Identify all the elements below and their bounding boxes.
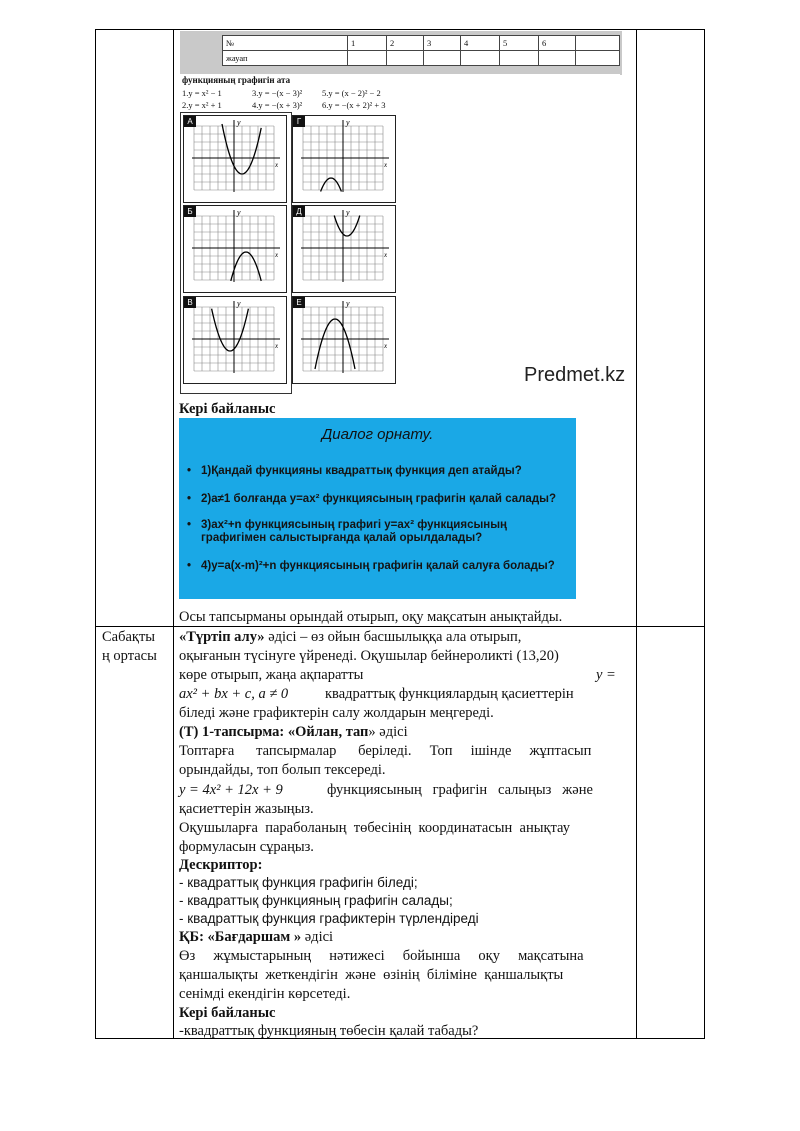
function-label: 3.y = −(x − 3)² [252, 88, 303, 98]
answer-cell [576, 51, 620, 66]
x-axis-label: x [384, 342, 388, 350]
parabola-curve [231, 252, 261, 281]
paragraph-line [179, 628, 521, 647]
answer-cell: 2 [387, 36, 424, 51]
answer-cell: 4 [461, 36, 500, 51]
figure-title: функцияның графигін ата [182, 75, 291, 85]
formula: y = 4x² + 12x + 9 [179, 782, 283, 798]
dialog-title: Диалог орнату. [321, 426, 434, 443]
graph-panel [292, 115, 396, 203]
paragraph-line: оқығанын түсінуге үйренеді. Оқушылар бейнероликті (13,20) [179, 648, 559, 664]
bullet-icon: • [187, 560, 192, 572]
graph-panel [183, 205, 287, 293]
answer-cell: № [223, 36, 348, 51]
graph-plot [184, 116, 286, 202]
answer-cell: жауап [223, 51, 348, 66]
paragraph-line: Өз жұмыстарының нәтижесі бойынша оқу мақсатына [179, 948, 584, 964]
parabola-curve [222, 124, 261, 174]
y-axis-label: y [237, 299, 241, 308]
paragraph-line: -квадраттық функцияның төбесін қалай табады? [179, 1023, 479, 1039]
task-heading [179, 723, 408, 742]
descriptor-heading: Дескриптор: [179, 857, 263, 873]
y-axis-label: y [346, 118, 350, 127]
dialog-question [187, 493, 561, 506]
paragraph-line: Топтарға тапсырмалар беріледі. Топ ішінде жұптасып [179, 743, 592, 759]
answer-cell [424, 51, 461, 66]
graph-panel [183, 296, 287, 384]
paragraph-line: сенімді екендігін көрсетеді. [179, 986, 351, 1002]
text-span: ҚБ: «Бағдаршам » [179, 929, 302, 945]
text-span: Ойлан, тап [295, 724, 369, 740]
function-label: 1.y = x² − 1 [182, 88, 222, 98]
graph-label: В [184, 297, 196, 308]
feedback-heading: Кері байланыс [179, 401, 276, 417]
paragraph-line: формуласын сұраңыз. [179, 839, 314, 855]
answer-cell [348, 51, 387, 66]
graph-plot [293, 116, 395, 202]
bullet-icon: • [187, 493, 192, 505]
table-border-left [95, 29, 96, 1038]
graph-plot [293, 297, 395, 383]
y-axis-label: y [237, 118, 241, 127]
dialog-question-text: 3)ах²+n функциясының графигі у=ах² функциясының графигімен салыстырғанда қалай орылдалады? [201, 519, 508, 544]
text-span: әдісі [301, 929, 334, 945]
y-axis-label: y [346, 208, 350, 217]
answer-cell [387, 51, 424, 66]
text-span: (Т) 1-тапсырма: « [179, 724, 296, 740]
answer-cell: 3 [424, 36, 461, 51]
function-label: 2.y = x² + 1 [182, 100, 222, 110]
paragraph-line: қасиеттерін жазыңыз. [179, 801, 314, 817]
bullet-icon: • [187, 465, 192, 477]
answer-cell [461, 51, 500, 66]
text-span: әдісі – өз ойын басшылыққа ала отырып, [264, 629, 522, 645]
table-border-right [704, 29, 705, 1038]
text-span: » әдісі [368, 724, 408, 740]
graph-plot [293, 206, 395, 292]
dialog-question [187, 465, 561, 478]
graph-plot [184, 206, 286, 292]
dialog-question [187, 560, 561, 573]
graph-label: Д [293, 206, 305, 217]
graph-label: Е [293, 297, 305, 308]
graph-label: Б [184, 206, 196, 217]
graph-panel [292, 296, 396, 384]
paragraph-line: квадраттық функциялардың қасиеттерін [325, 686, 574, 702]
dialog-question-text: 2)a≠1 болғанда у=ах² функциясының графигін қалай салады? [201, 493, 556, 505]
paragraph-line: қаншалықты жеткендігін және өзінің біліміне қаншалықты [179, 967, 564, 983]
paragraph-line: орындайды, топ болып тексереді. [179, 762, 386, 778]
dialog-box [179, 418, 576, 599]
section-label: ң ортасы [102, 648, 157, 664]
descriptor-item: - квадраттық функция графиктерін түрлендіреді [179, 911, 479, 926]
y-axis-label: y [346, 299, 350, 308]
x-axis-label: x [384, 161, 388, 169]
answer-table [222, 35, 620, 66]
table-border-top [95, 29, 705, 30]
answer-table-row [223, 36, 620, 51]
answer-cell: 1 [348, 36, 387, 51]
answer-cell: 5 [500, 36, 539, 51]
feedback-heading: Кері байланыс [179, 1005, 276, 1021]
dialog-question-text: 1)Қандай функцияны квадраттық функция деп атайды? [201, 465, 522, 477]
graph-panel [183, 115, 287, 203]
graph-label: А [184, 116, 196, 127]
x-axis-label: x [275, 161, 279, 169]
paragraph-line: функциясының графигін салыңыз және [327, 782, 593, 798]
graph-plot [184, 297, 286, 383]
y-axis-label: y [237, 208, 241, 217]
task-goal-text: Осы тапсырманы орындай отырып, оқу мақсатын анықтайды. [179, 609, 563, 625]
descriptor-item: - квадраттық функцияның графигін салады; [179, 893, 453, 908]
parabola-curve [334, 216, 360, 237]
section-label: Сабақты [102, 629, 156, 645]
formula: ax² + bx + c, a ≠ 0 [179, 686, 289, 702]
parabola-curve [321, 178, 342, 192]
bullet-icon: • [187, 519, 192, 531]
function-label: 4.y = −(x + 3)² [252, 100, 303, 110]
dialog-question-text: 4)у=а(х-m)²+n функциясының графигін қалай салуға болады? [201, 560, 555, 572]
answer-cell: 6 [539, 36, 576, 51]
table-border-col1 [173, 29, 174, 1038]
answer-table-row [223, 51, 620, 66]
table-border-col2 [636, 29, 637, 1038]
answer-cell [576, 36, 620, 51]
descriptor-item: - квадраттық функция графигін біледі; [179, 875, 418, 890]
kb-heading [179, 928, 333, 947]
formula: y = [596, 667, 616, 683]
answer-cell [500, 51, 539, 66]
answer-cell [539, 51, 576, 66]
function-label: 6.y = −(x + 2)² + 3 [322, 100, 386, 110]
graph-panel [292, 205, 396, 293]
paragraph-line: Оқушыларға параболаның төбесінің координатасын анықтау [179, 820, 570, 836]
x-axis-label: x [275, 342, 279, 350]
function-label: 5.y = (x − 2)² − 2 [322, 88, 381, 98]
x-axis-label: x [275, 251, 279, 259]
watermark: Predmet.kz [524, 364, 626, 386]
paragraph-line: көре отырып, жаңа ақпаратты [179, 667, 364, 683]
paragraph-line: біледі және графиктерін салу жолдарын меңгереді. [179, 705, 494, 721]
graph-label: Г [293, 116, 305, 127]
method-name: «Түртіп алу» [179, 629, 265, 645]
dialog-question [187, 519, 561, 544]
x-axis-label: x [384, 251, 388, 259]
